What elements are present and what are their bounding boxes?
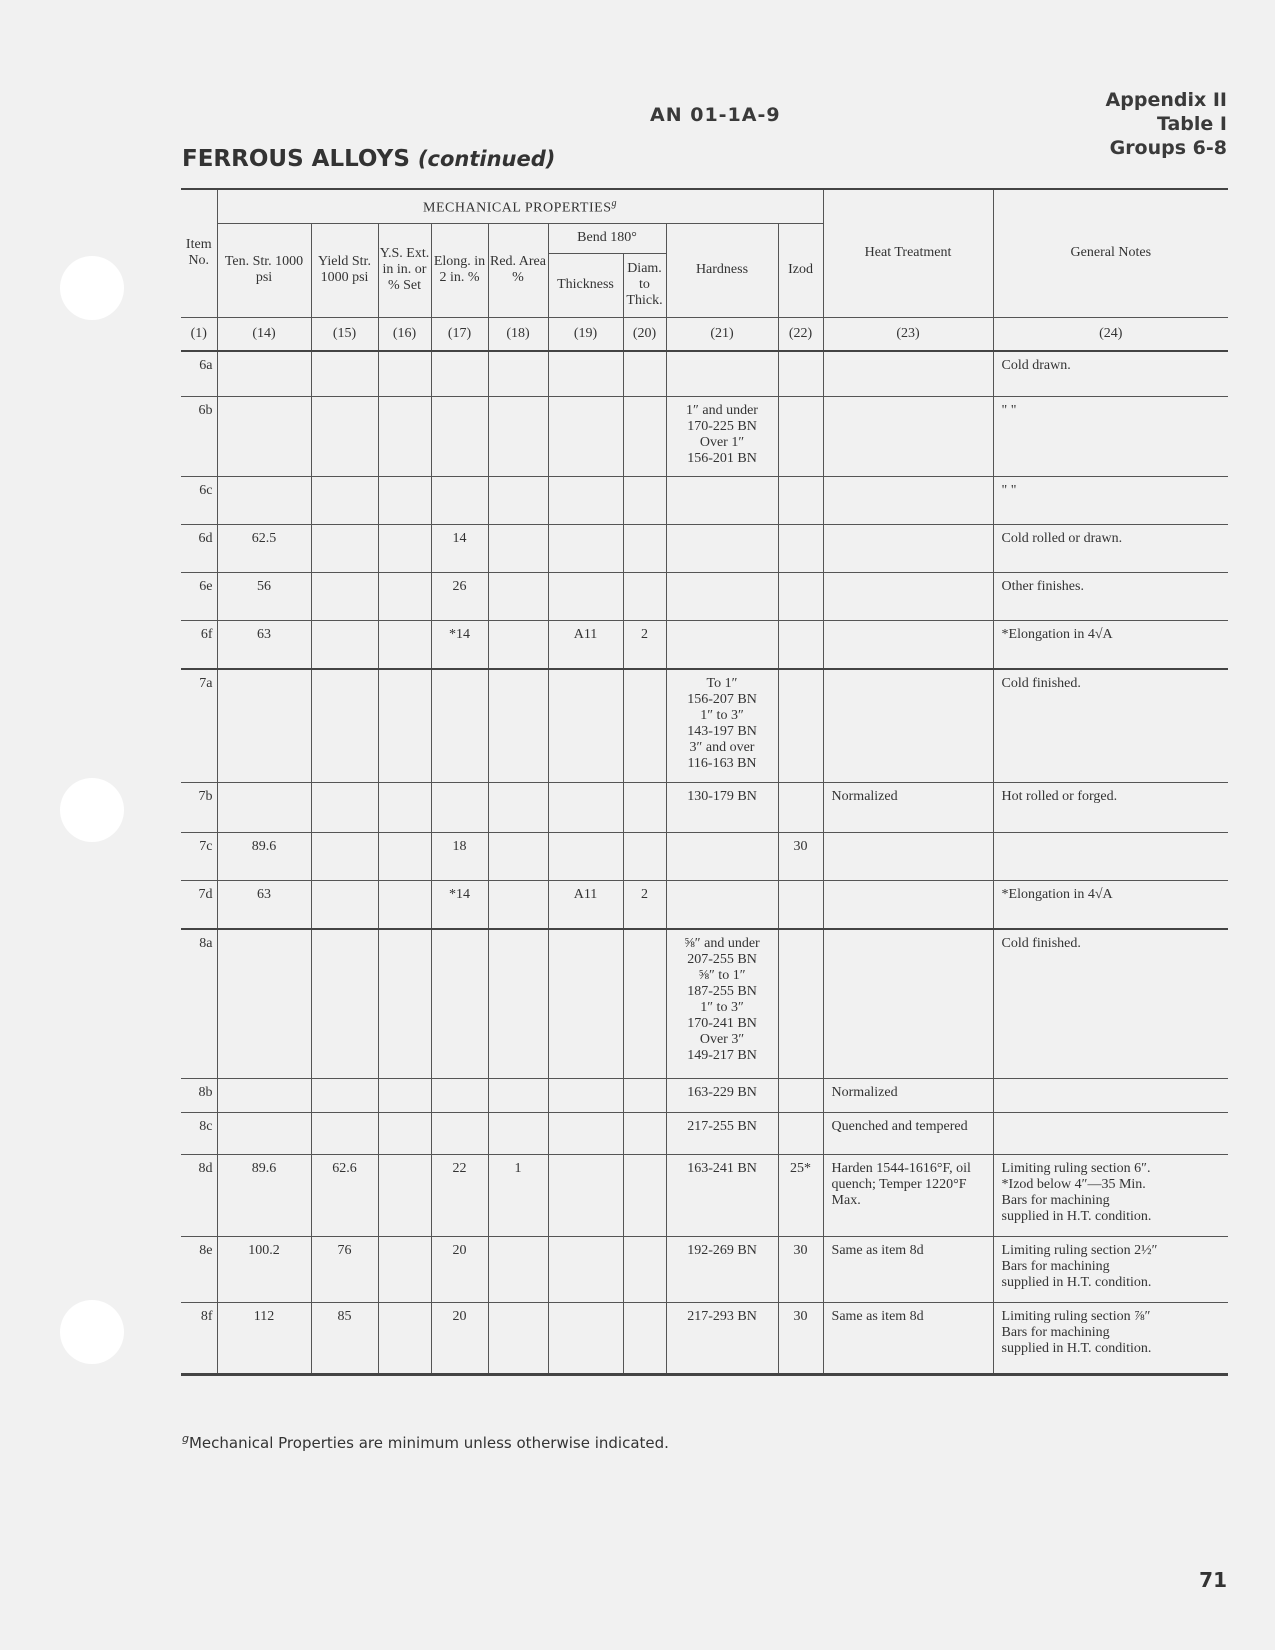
elongation-cell: 26 bbox=[431, 573, 488, 621]
heat-treatment-cell bbox=[823, 477, 993, 525]
general-notes-cell bbox=[993, 1079, 1228, 1113]
hardness-cell bbox=[666, 881, 778, 929]
izod-cell: 25* bbox=[778, 1155, 823, 1237]
col-header-hardness: Hardness bbox=[666, 223, 778, 317]
bend-thickness-cell bbox=[548, 351, 623, 397]
table-row bbox=[181, 669, 1228, 783]
item-number-cell: 7b bbox=[181, 783, 217, 833]
diameter-to-thickness-cell bbox=[623, 783, 666, 833]
heat-treatment-cell bbox=[823, 881, 993, 929]
tensile-strength-cell bbox=[217, 351, 311, 397]
col-header-reduction-area: Red. Area % bbox=[488, 223, 548, 317]
ys-extension-cell bbox=[378, 669, 431, 783]
table-row bbox=[181, 351, 1228, 397]
heat-treatment-cell bbox=[823, 397, 993, 477]
tensile-strength-cell bbox=[217, 1079, 311, 1113]
reduction-area-cell bbox=[488, 833, 548, 881]
diameter-to-thickness-cell: 2 bbox=[623, 881, 666, 929]
reduction-area-cell bbox=[488, 573, 548, 621]
binder-hole-middle bbox=[60, 778, 124, 842]
bend-thickness-cell bbox=[548, 477, 623, 525]
document-code: AN 01-1A-9 bbox=[650, 104, 781, 126]
izod-cell bbox=[778, 1079, 823, 1113]
heat-treatment-cell: Normalized bbox=[823, 783, 993, 833]
izod-cell bbox=[778, 525, 823, 573]
reduction-area-cell bbox=[488, 397, 548, 477]
yield-strength-cell bbox=[311, 833, 378, 881]
bend-thickness-cell bbox=[548, 397, 623, 477]
ys-extension-cell bbox=[378, 1237, 431, 1303]
item-number-cell: 8e bbox=[181, 1237, 217, 1303]
yield-strength-cell bbox=[311, 621, 378, 669]
heat-treatment-cell bbox=[823, 351, 993, 397]
hardness-cell: 1″ and under 170-225 BN Over 1″ 156-201 BN bbox=[666, 397, 778, 477]
col-header-general-notes: General Notes bbox=[993, 189, 1228, 317]
elongation-cell bbox=[431, 1079, 488, 1113]
elongation-cell bbox=[431, 351, 488, 397]
title-continued: (continued) bbox=[417, 147, 556, 171]
elongation-cell bbox=[431, 1113, 488, 1155]
col-header-thickness: Thickness bbox=[548, 253, 623, 317]
ys-extension-cell bbox=[378, 1079, 431, 1113]
column-number: (23) bbox=[823, 317, 993, 351]
general-notes-cell: Hot rolled or forged. bbox=[993, 783, 1228, 833]
ys-extension-cell bbox=[378, 1113, 431, 1155]
elongation-cell: 22 bbox=[431, 1155, 488, 1237]
hardness-cell: ⅝″ and under 207-255 BN ⅝″ to 1″ 187-255 BN 1″ to 3″ 170-241 BN Over 3″ 149-217 BN bbox=[666, 929, 778, 1079]
general-notes-cell: Limiting ruling section 6″. *Izod below 4″—35 Min. Bars for machining supplied in H.T. condition. bbox=[993, 1155, 1228, 1237]
item-number-cell: 8f bbox=[181, 1303, 217, 1375]
item-number-cell: 6c bbox=[181, 477, 217, 525]
izod-cell bbox=[778, 881, 823, 929]
diameter-to-thickness-cell: 2 bbox=[623, 621, 666, 669]
elongation-cell bbox=[431, 929, 488, 1079]
ys-extension-cell bbox=[378, 351, 431, 397]
elongation-cell bbox=[431, 783, 488, 833]
item-number-cell: 7a bbox=[181, 669, 217, 783]
diameter-to-thickness-cell bbox=[623, 669, 666, 783]
col-header-bend: Bend 180° bbox=[548, 223, 666, 253]
item-number-cell: 7c bbox=[181, 833, 217, 881]
bend-thickness-cell bbox=[548, 573, 623, 621]
table-label: Table I bbox=[1156, 113, 1227, 135]
izod-cell bbox=[778, 477, 823, 525]
table-row bbox=[181, 1079, 1228, 1113]
hardness-cell bbox=[666, 621, 778, 669]
bend-thickness-cell bbox=[548, 1079, 623, 1113]
izod-cell bbox=[778, 669, 823, 783]
yield-strength-cell bbox=[311, 1079, 378, 1113]
elongation-cell: *14 bbox=[431, 881, 488, 929]
izod-cell bbox=[778, 783, 823, 833]
general-notes-cell: *Elongation in 4√A bbox=[993, 621, 1228, 669]
footnote-marker: g bbox=[182, 1432, 189, 1445]
item-number-cell: 6d bbox=[181, 525, 217, 573]
ys-extension-cell bbox=[378, 477, 431, 525]
general-notes-cell: Limiting ruling section 2½″ Bars for machining supplied in H.T. condition. bbox=[993, 1237, 1228, 1303]
table-row bbox=[181, 1155, 1228, 1237]
column-number: (21) bbox=[666, 317, 778, 351]
bend-thickness-cell: A11 bbox=[548, 881, 623, 929]
footnote bbox=[182, 1432, 669, 1452]
izod-cell: 30 bbox=[778, 1303, 823, 1375]
item-number-cell: 8b bbox=[181, 1079, 217, 1113]
izod-cell bbox=[778, 621, 823, 669]
general-notes-cell bbox=[993, 833, 1228, 881]
diameter-to-thickness-cell bbox=[623, 1113, 666, 1155]
column-number: (14) bbox=[217, 317, 311, 351]
reduction-area-cell bbox=[488, 881, 548, 929]
general-notes-cell: Cold drawn. bbox=[993, 351, 1228, 397]
group-footnote-marker: g bbox=[611, 197, 617, 209]
izod-cell bbox=[778, 929, 823, 1079]
ys-extension-cell bbox=[378, 929, 431, 1079]
item-number-cell: 6a bbox=[181, 351, 217, 397]
yield-strength-cell bbox=[311, 477, 378, 525]
hardness-cell: 163-241 BN bbox=[666, 1155, 778, 1237]
appendix-label: Appendix II bbox=[1105, 89, 1227, 111]
group-label: MECHANICAL PROPERTIES bbox=[423, 200, 612, 216]
hardness-cell: To 1″ 156-207 BN 1″ to 3″ 143-197 BN 3″ and over 116-163 BN bbox=[666, 669, 778, 783]
diameter-to-thickness-cell bbox=[623, 833, 666, 881]
tensile-strength-cell bbox=[217, 783, 311, 833]
izod-cell: 30 bbox=[778, 1237, 823, 1303]
general-notes-cell: Limiting ruling section ⅞″ Bars for machining supplied in H.T. condition. bbox=[993, 1303, 1228, 1375]
bend-thickness-cell bbox=[548, 1303, 623, 1375]
item-number-cell: 6b bbox=[181, 397, 217, 477]
general-notes-cell: Cold finished. bbox=[993, 929, 1228, 1079]
column-number: (22) bbox=[778, 317, 823, 351]
ys-extension-cell bbox=[378, 397, 431, 477]
yield-strength-cell bbox=[311, 351, 378, 397]
general-notes-cell: Cold rolled or drawn. bbox=[993, 525, 1228, 573]
reduction-area-cell bbox=[488, 929, 548, 1079]
column-number: (1) bbox=[181, 317, 217, 351]
diameter-to-thickness-cell bbox=[623, 397, 666, 477]
diameter-to-thickness-cell bbox=[623, 929, 666, 1079]
reduction-area-cell bbox=[488, 669, 548, 783]
elongation-cell: *14 bbox=[431, 621, 488, 669]
tensile-strength-cell: 63 bbox=[217, 881, 311, 929]
title-main: FERROUS ALLOYS bbox=[182, 146, 410, 172]
general-notes-cell: *Elongation in 4√A bbox=[993, 881, 1228, 929]
table-row bbox=[181, 833, 1228, 881]
heat-treatment-cell: Same as item 8d bbox=[823, 1237, 993, 1303]
hardness-cell: 217-293 BN bbox=[666, 1303, 778, 1375]
izod-cell bbox=[778, 1113, 823, 1155]
col-header-izod: Izod bbox=[778, 223, 823, 317]
reduction-area-cell bbox=[488, 477, 548, 525]
reduction-area-cell bbox=[488, 1303, 548, 1375]
col-header-elongation: Elong. in 2 in. % bbox=[431, 223, 488, 317]
tensile-strength-cell: 112 bbox=[217, 1303, 311, 1375]
bend-thickness-cell bbox=[548, 783, 623, 833]
hardness-cell: 217-255 BN bbox=[666, 1113, 778, 1155]
heat-treatment-cell: Quenched and tempered bbox=[823, 1113, 993, 1155]
mechanical-properties-group-header bbox=[217, 189, 823, 223]
elongation-cell: 20 bbox=[431, 1237, 488, 1303]
tensile-strength-cell: 62.5 bbox=[217, 525, 311, 573]
hardness-cell bbox=[666, 477, 778, 525]
tensile-strength-cell: 89.6 bbox=[217, 833, 311, 881]
heat-treatment-cell bbox=[823, 621, 993, 669]
item-number-cell: 8d bbox=[181, 1155, 217, 1237]
reduction-area-cell bbox=[488, 1079, 548, 1113]
bend-thickness-cell bbox=[548, 1155, 623, 1237]
heat-treatment-cell bbox=[823, 929, 993, 1079]
ys-extension-cell bbox=[378, 881, 431, 929]
hardness-cell bbox=[666, 351, 778, 397]
ys-extension-cell bbox=[378, 621, 431, 669]
ys-extension-cell bbox=[378, 1155, 431, 1237]
heat-treatment-cell: Normalized bbox=[823, 1079, 993, 1113]
bend-thickness-cell: A11 bbox=[548, 621, 623, 669]
elongation-cell bbox=[431, 397, 488, 477]
elongation-cell bbox=[431, 669, 488, 783]
table-row bbox=[181, 929, 1228, 1079]
col-header-yield-strength: Yield Str. 1000 psi bbox=[311, 223, 378, 317]
table-row bbox=[181, 477, 1228, 525]
bend-thickness-cell bbox=[548, 669, 623, 783]
item-number-cell: 7d bbox=[181, 881, 217, 929]
tensile-strength-cell bbox=[217, 1113, 311, 1155]
heat-treatment-cell bbox=[823, 525, 993, 573]
elongation-cell: 14 bbox=[431, 525, 488, 573]
tensile-strength-cell: 63 bbox=[217, 621, 311, 669]
col-header-item: Item No. bbox=[181, 189, 217, 317]
yield-strength-cell bbox=[311, 397, 378, 477]
groups-label: Groups 6-8 bbox=[1109, 137, 1227, 159]
reduction-area-cell bbox=[488, 1113, 548, 1155]
yield-strength-cell bbox=[311, 783, 378, 833]
item-number-cell: 6f bbox=[181, 621, 217, 669]
izod-cell: 30 bbox=[778, 833, 823, 881]
heat-treatment-cell bbox=[823, 669, 993, 783]
table-body bbox=[181, 351, 1228, 1375]
reduction-area-cell bbox=[488, 621, 548, 669]
appendix-reference bbox=[1106, 88, 1227, 160]
ys-extension-cell bbox=[378, 525, 431, 573]
diameter-to-thickness-cell bbox=[623, 525, 666, 573]
item-number-cell: 8a bbox=[181, 929, 217, 1079]
bend-thickness-cell bbox=[548, 929, 623, 1079]
general-notes-cell: " " bbox=[993, 397, 1228, 477]
binder-hole-bottom bbox=[60, 1300, 124, 1364]
column-number: (20) bbox=[623, 317, 666, 351]
tensile-strength-cell: 56 bbox=[217, 573, 311, 621]
table-row bbox=[181, 1303, 1228, 1375]
hardness-cell bbox=[666, 573, 778, 621]
binder-hole-top bbox=[60, 256, 124, 320]
column-number: (18) bbox=[488, 317, 548, 351]
page-number: 71 bbox=[1199, 1568, 1227, 1592]
mechanical-properties-table bbox=[181, 188, 1228, 1376]
general-notes-cell: Other finishes. bbox=[993, 573, 1228, 621]
col-header-tensile-strength: Ten. Str. 1000 psi bbox=[217, 223, 311, 317]
bend-thickness-cell bbox=[548, 525, 623, 573]
general-notes-cell: " " bbox=[993, 477, 1228, 525]
yield-strength-cell bbox=[311, 669, 378, 783]
yield-strength-cell: 85 bbox=[311, 1303, 378, 1375]
heat-treatment-cell bbox=[823, 573, 993, 621]
hardness-cell bbox=[666, 525, 778, 573]
col-header-ys-extension: Y.S. Ext. in in. or % Set bbox=[378, 223, 431, 317]
column-number: (24) bbox=[993, 317, 1228, 351]
yield-strength-cell bbox=[311, 1113, 378, 1155]
col-header-diameter-thickness: Diam. to Thick. bbox=[623, 253, 666, 317]
yield-strength-cell bbox=[311, 929, 378, 1079]
diameter-to-thickness-cell bbox=[623, 573, 666, 621]
column-number: (17) bbox=[431, 317, 488, 351]
reduction-area-cell bbox=[488, 351, 548, 397]
column-number: (15) bbox=[311, 317, 378, 351]
diameter-to-thickness-cell bbox=[623, 1079, 666, 1113]
table-row bbox=[181, 1113, 1228, 1155]
tensile-strength-cell bbox=[217, 397, 311, 477]
table-row bbox=[181, 621, 1228, 669]
reduction-area-cell: 1 bbox=[488, 1155, 548, 1237]
diameter-to-thickness-cell bbox=[623, 1237, 666, 1303]
diameter-to-thickness-cell bbox=[623, 477, 666, 525]
yield-strength-cell: 76 bbox=[311, 1237, 378, 1303]
footnote-text: Mechanical Properties are minimum unless otherwise indicated. bbox=[188, 1434, 669, 1452]
general-notes-cell: Cold finished. bbox=[993, 669, 1228, 783]
table-row bbox=[181, 783, 1228, 833]
tensile-strength-cell: 100.2 bbox=[217, 1237, 311, 1303]
tensile-strength-cell bbox=[217, 477, 311, 525]
yield-strength-cell bbox=[311, 573, 378, 621]
heat-treatment-cell: Harden 1544-1616°F, oil quench; Temper 1220°F Max. bbox=[823, 1155, 993, 1237]
izod-cell bbox=[778, 351, 823, 397]
tensile-strength-cell bbox=[217, 669, 311, 783]
diameter-to-thickness-cell bbox=[623, 351, 666, 397]
izod-cell bbox=[778, 573, 823, 621]
ys-extension-cell bbox=[378, 1303, 431, 1375]
bend-thickness-cell bbox=[548, 833, 623, 881]
yield-strength-cell bbox=[311, 525, 378, 573]
heat-treatment-cell: Same as item 8d bbox=[823, 1303, 993, 1375]
bend-thickness-cell bbox=[548, 1237, 623, 1303]
col-header-heat-treatment: Heat Treatment bbox=[823, 189, 993, 317]
yield-strength-cell: 62.6 bbox=[311, 1155, 378, 1237]
tensile-strength-cell: 89.6 bbox=[217, 1155, 311, 1237]
elongation-cell bbox=[431, 477, 488, 525]
elongation-cell: 18 bbox=[431, 833, 488, 881]
general-notes-cell bbox=[993, 1113, 1228, 1155]
reduction-area-cell bbox=[488, 525, 548, 573]
page-title bbox=[182, 146, 555, 172]
properties-table-container bbox=[181, 188, 1228, 1376]
column-number-row bbox=[181, 317, 1228, 351]
hardness-cell: 130-179 BN bbox=[666, 783, 778, 833]
izod-cell bbox=[778, 397, 823, 477]
table-row bbox=[181, 573, 1228, 621]
reduction-area-cell bbox=[488, 1237, 548, 1303]
column-number: (19) bbox=[548, 317, 623, 351]
diameter-to-thickness-cell bbox=[623, 1155, 666, 1237]
hardness-cell bbox=[666, 833, 778, 881]
elongation-cell: 20 bbox=[431, 1303, 488, 1375]
heat-treatment-cell bbox=[823, 833, 993, 881]
column-number: (16) bbox=[378, 317, 431, 351]
table-row bbox=[181, 881, 1228, 929]
ys-extension-cell bbox=[378, 573, 431, 621]
table-row bbox=[181, 525, 1228, 573]
tensile-strength-cell bbox=[217, 929, 311, 1079]
yield-strength-cell bbox=[311, 881, 378, 929]
table-row bbox=[181, 397, 1228, 477]
item-number-cell: 8c bbox=[181, 1113, 217, 1155]
ys-extension-cell bbox=[378, 783, 431, 833]
reduction-area-cell bbox=[488, 783, 548, 833]
diameter-to-thickness-cell bbox=[623, 1303, 666, 1375]
ys-extension-cell bbox=[378, 833, 431, 881]
item-number-cell: 6e bbox=[181, 573, 217, 621]
hardness-cell: 192-269 BN bbox=[666, 1237, 778, 1303]
hardness-cell: 163-229 BN bbox=[666, 1079, 778, 1113]
table-row bbox=[181, 1237, 1228, 1303]
bend-thickness-cell bbox=[548, 1113, 623, 1155]
